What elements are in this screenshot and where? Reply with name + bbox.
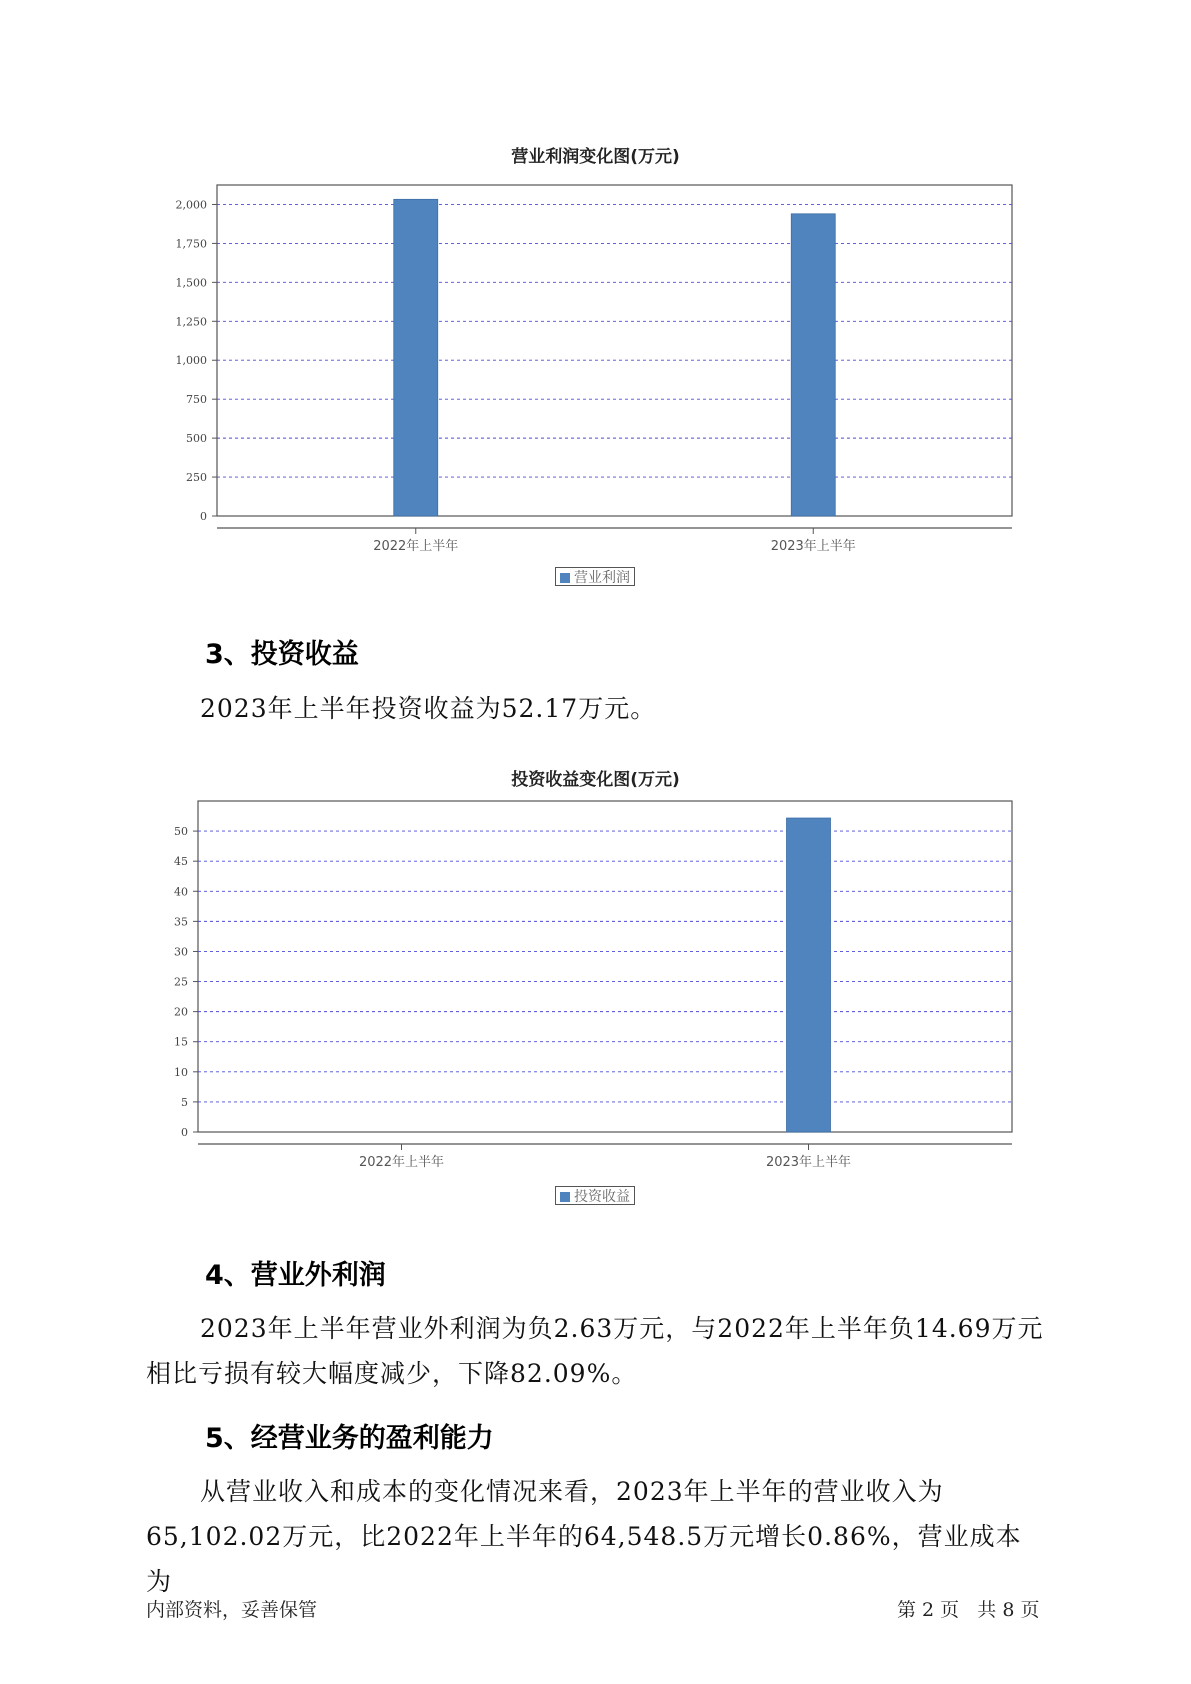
y-tick-label: 0 (200, 510, 207, 523)
chart-title-operating-profit: 营业利润变化图(万元) (511, 147, 680, 167)
paragraph-line: 65,102.02万元，比2022年上半年的64,548.5万元增长0.86%，营业成本为 (146, 1522, 1022, 1596)
legend-swatch (560, 1192, 570, 1202)
chart-legend-investment-income (555, 1186, 635, 1205)
y-tick-label: 20 (174, 1005, 188, 1019)
x-tick-label: 2023年上半年 (765, 1155, 852, 1170)
section-heading-profitability: 5、经营业务的盈利能力 (205, 1423, 494, 1454)
paragraph-non-operating-profit (146, 1306, 1046, 1396)
plot-area (198, 801, 1012, 1132)
y-tick-label: 1,500 (175, 276, 207, 290)
y-tick-label: 5 (181, 1095, 188, 1109)
paragraph-line: 2023年上半年投资收益为52.17万元。 (200, 694, 657, 723)
y-tick-label: 10 (174, 1065, 188, 1079)
paragraph-line: 2023年上半年营业外利润为负2.63万元，与2022年上半年负14.69万元 (200, 1314, 1044, 1343)
y-tick-label: 45 (174, 855, 188, 869)
y-tick-label: 250 (186, 471, 207, 485)
y-tick-label: 1,750 (175, 237, 207, 251)
y-tick-label: 25 (174, 975, 188, 989)
y-tick-label: 30 (174, 945, 188, 959)
legend-label: 投资收益 (574, 1189, 630, 1205)
x-tick-label: 2023年上半年 (770, 539, 856, 554)
section-heading-non-operating-profit: 4、营业外利润 (205, 1260, 386, 1291)
y-tick-label: 15 (174, 1035, 188, 1049)
y-tick-label: 500 (186, 432, 207, 446)
footer-page-number: 第 2 页 共 8 页 (897, 1599, 1040, 1621)
y-tick-label: 2,000 (175, 198, 207, 212)
paragraph-line: 相比亏损有较大幅度减少，下降82.09%。 (146, 1359, 638, 1388)
bar-2 (787, 818, 831, 1132)
y-tick-label: 35 (174, 915, 188, 929)
x-tick-label: 2022年上半年 (373, 539, 459, 554)
x-tick-label: 2022年上半年 (358, 1155, 445, 1170)
y-tick-label: 1,000 (175, 354, 207, 368)
y-tick-label: 1,250 (175, 315, 207, 329)
y-tick-label: 40 (174, 885, 188, 899)
paragraph-profitability (146, 1469, 1046, 1604)
y-tick-label: 50 (174, 825, 188, 839)
footer-confidential-note: 内部资料，妥善保管 (146, 1599, 318, 1621)
y-tick-label: 750 (186, 393, 207, 407)
legend-label: 营业利润 (574, 570, 630, 586)
paragraph-line: 从营业收入和成本的变化情况来看，2023年上半年的营业收入为 (200, 1477, 944, 1506)
y-tick-label: 0 (181, 1126, 188, 1139)
section-heading-investment-income: 3、投资收益 (205, 639, 359, 670)
chart-title-investment-income: 投资收益变化图(万元) (511, 770, 680, 790)
